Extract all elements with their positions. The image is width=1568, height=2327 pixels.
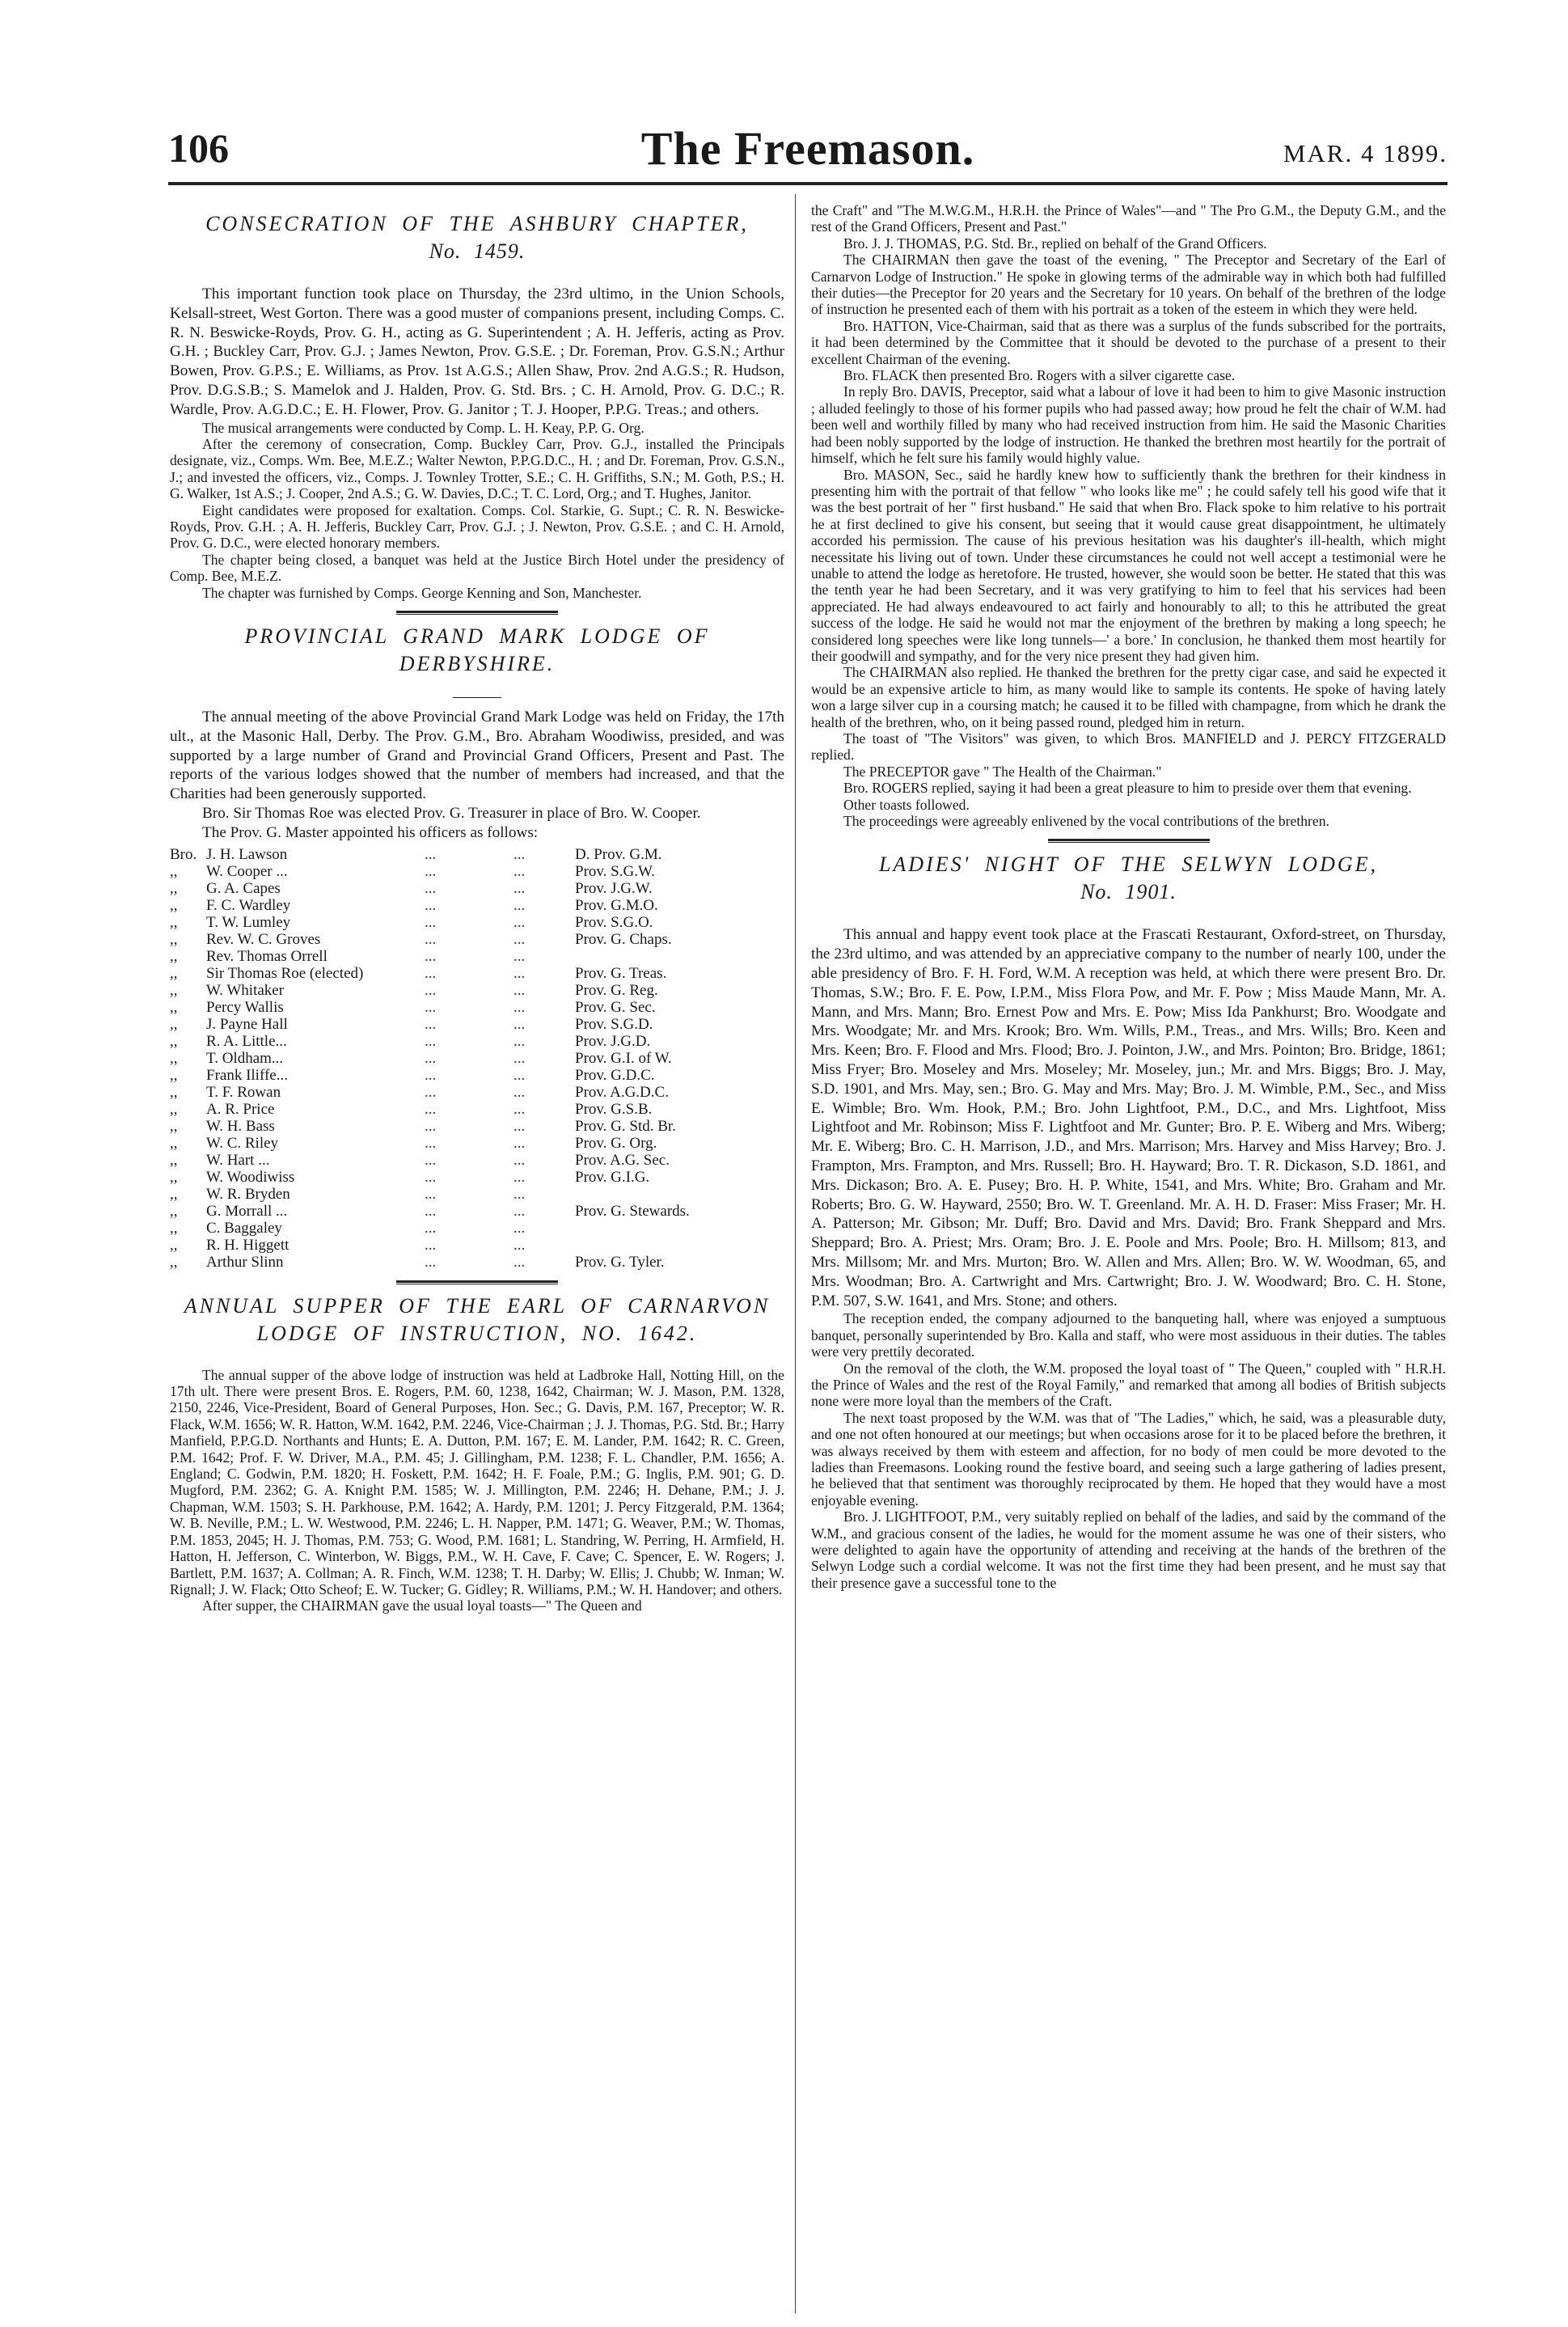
right-column bbox=[811, 202, 1446, 2321]
paragraph: This important function took place on Thursday, the 23rd ultimo, in the Union Schools, Kelsall-street, West Gorton. There was a good muster of companions present, including Comps. C. R. N. Beswicke-Royds, Prov. G. H., acting as G. Superintendent ; A. H. Jefferis, acting as Prov. G.H. ; Buckley Carr, Prov. G.J. ; James Newton, Prov. G.S.E. ; Dr. Foreman, Prov. G.S.N.; Arthur Bowen, Prov. G.P.S.; E. Williams, as Prov. 1st A.G.S.; Allen Shaw, Prov. 2nd A.G.S.; R. Hudson, Prov. D.G.S.B.; S. Mamelok and J. Halden, Prov. G. Std. Brs. ; C. H. Arnold, Prov. G. D.C.; R. Wardle, Prov. A.G.D.C.; E. H. Flower, Prov. G. Janitor ; T. J. Hooper, P.P.G. Treas.; and others. bbox=[170, 286, 784, 418]
officer-row bbox=[170, 999, 784, 1016]
officer-prefix: ,, bbox=[170, 1117, 178, 1135]
officer-office: Prov. G.S.B. bbox=[575, 1100, 653, 1118]
leader-dots: ... bbox=[514, 1202, 526, 1220]
officer-name: W. R. Bryden bbox=[206, 1185, 290, 1203]
officer-name: R. H. Higgett bbox=[206, 1236, 290, 1254]
leader-dots: ... bbox=[425, 1049, 437, 1067]
officer-name: W. H. Bass bbox=[206, 1117, 275, 1135]
officer-row bbox=[170, 965, 784, 982]
officer-row bbox=[170, 1220, 784, 1237]
officer-prefix: ,, bbox=[170, 1066, 178, 1084]
officer-name: A. R. Price bbox=[206, 1100, 275, 1118]
leader-dots: ... bbox=[425, 862, 437, 880]
paragraph: The CHAIRMAN also replied. He thanked the brethren for the pretty cigar case, and said he expected it would be an expensive article to him, as many would like to sample its contents. He spoke of having lately won a large silver cup in a coursing match; he caused it to be filled with champagne, from which he drank the health of the brethren, who, on it being passed round, pledged him in return. bbox=[811, 664, 1446, 730]
leader-dots: ... bbox=[425, 1066, 437, 1084]
left-column bbox=[170, 202, 784, 2321]
leader-dots: ... bbox=[425, 896, 437, 914]
paragraph: Eight candidates were proposed for exaltation. Comps. Col. Starkie, G. Supt.; C. R. N. Beswicke-Royds, Prov. G.H. ; A. H. Jefferis, Buckley Carr, Prov. G.J. ; J. Newton, Prov. G.S.E. ; and C. H. Arnold, Prov. G. D.C., were elected honorary members. bbox=[170, 501, 784, 552]
officer-name: Rev. W. C. Groves bbox=[206, 930, 321, 948]
officer-office bbox=[570, 1220, 784, 1237]
officer-prefix: ,, bbox=[170, 1134, 178, 1152]
officer-name: J. H. Lawson bbox=[206, 845, 288, 863]
heading-text: PROVINCIAL GRAND MARK LODGE OF DERBYSHIRE. bbox=[244, 624, 710, 676]
paragraph: The chapter was furnished by Comps. George Kenning and Son, Manchester. bbox=[202, 584, 642, 601]
officer-office: Prov. S.G.D. bbox=[575, 1015, 653, 1033]
leader-dots: ... bbox=[425, 1253, 437, 1271]
paragraph: The proceedings were agreeably enlivened by the vocal contributions of the brethren. bbox=[843, 813, 1329, 830]
leader-dots: ... bbox=[514, 1253, 526, 1271]
officers-table bbox=[170, 846, 784, 1271]
officer-prefix: ,, bbox=[170, 930, 178, 948]
officer-name: W. Whitaker bbox=[206, 981, 285, 999]
leader-dots: ... bbox=[514, 1100, 526, 1118]
leader-dots: ... bbox=[514, 879, 526, 897]
officer-office: Prov. G.M.O. bbox=[575, 896, 658, 914]
officer-name: W. Cooper ... bbox=[206, 862, 288, 880]
officer-name: Arthur Slinn bbox=[206, 1253, 284, 1271]
leader-dots: ... bbox=[514, 1049, 526, 1067]
officer-row bbox=[170, 1186, 784, 1203]
officer-office: Prov. G.I.G. bbox=[575, 1168, 650, 1186]
leader-dots: ... bbox=[425, 913, 437, 931]
paragraph: Bro. J. J. THOMAS, P.G. Std. Br., replied on behalf of the Grand Officers. bbox=[843, 235, 1267, 252]
leader-dots: ... bbox=[425, 1236, 437, 1254]
officer-office: Prov. A.G.D.C. bbox=[575, 1083, 669, 1101]
leader-dots: ... bbox=[514, 1083, 526, 1101]
leader-dots: ... bbox=[514, 1134, 526, 1152]
officer-row bbox=[170, 948, 784, 965]
heading-text: CONSECRATION OF THE ASHBURY CHAPTER, bbox=[205, 212, 749, 235]
officer-prefix: ,, bbox=[170, 1202, 178, 1220]
leader-dots: ... bbox=[514, 862, 526, 880]
article-heading-selwyn bbox=[811, 851, 1446, 906]
leader-dots: ... bbox=[514, 845, 526, 863]
short-rule bbox=[453, 697, 501, 698]
officer-office: Prov. G. Tyler. bbox=[575, 1253, 665, 1271]
paragraph: The annual supper of the above lodge of instruction was held at Ladbroke Hall, Notting Hill, on the 17th ult. There were present Bros. E. Rogers, P.M. 60, 1238, 1642, Chairman; W. J. Mason, P.M. 1328, 2150, 2246, Vice-President, Board of General Purposes, Hon. Sec.; G. Davis, P.M. 167, Preceptor; W. R. Flack, W.M. 1656; W. R. Hatton, W.M. 1642, P.M. 2246, Vice-Chairman ; J. J. Thomas, P.G. Std. Br.; Harry Manfield, P.P.G.D. Northants and Hunts; E. A. Dutton, P.M. 167; E. M. Lander, P.M. 1642; R. C. Green, P.M. 1642; Prof. F. W. Driver, M.A., P.M. 45; J. Gillingham, P.M. 1238; F. L. Chandler, P.M. 1656; A. England; C. Godwin, P.M. 1820; H. Foskett, P.M. 1642; H. F. Foale, P.M.; G. Inglis, P.M. 901; G. D. Mugford, P.M. 2362; G. A. Knight P.M. 1585; W. J. Millington, P.M. 2246; H. Dehane, P.M.; J. J. Chapman, W.M. 1503; S. H. Parkhouse, P.M. 1642; A. Hardy, P.M. 1201; J. Percy Fitzgerald, P.M. 1364; W. B. Neville, P.M.; L. W. Westwood, P.M. 2246; L. H. Napper, P.M. 1471; G. Weaver, P.M.; W. Thomas, P.M. 1853, 2045; H. J. Thomas, P.M. 753; G. Wood, P.M. 1681; L. Standring, W. Perring, H. Armfield, H. Hatton, H. Jefferson, C. Winterbon, W. Biggs, P.M., W. H. Cave, F. Cave; C. Spencer, E. W. Rogers; J. Bartlett, P.M. 1637; A. Collman; A. R. Finch, W.M. 1238; T. H. Darby; W. Ellis; J. Chubb; W. Inman; W. Rignall; J. W. Flack; Otto Scheof; E. W. Tucker; G. Gidley; R. Williams, P.M.; W. H. Handover; and others. bbox=[170, 1366, 784, 1597]
officer-office bbox=[570, 948, 784, 965]
officer-row bbox=[170, 863, 784, 880]
officer-office: D. Prov. G.M. bbox=[575, 845, 662, 863]
paragraph: The toast of "The Visitors" was given, to which Bros. MANFIELD and J. PERCY FITZGERALD replied. bbox=[811, 730, 1446, 764]
leader-dots: ... bbox=[514, 896, 526, 914]
officer-name: W. Woodiwiss bbox=[206, 1168, 295, 1186]
leader-dots: ... bbox=[425, 1032, 437, 1050]
leader-dots: ... bbox=[514, 964, 526, 982]
officer-name: Rev. Thomas Orrell bbox=[206, 947, 328, 965]
officer-prefix: ,, bbox=[170, 1236, 178, 1254]
officer-office: Prov. G. Chaps. bbox=[575, 930, 672, 948]
paragraph: Bro. ROGERS replied, saying it had been a great pleasure to him to preside over them that evening. bbox=[843, 780, 1412, 797]
paragraph: The chapter being closed, a banquet was held at the Justice Birch Hotel under the presidency of Comp. Bee, M.E.Z. bbox=[170, 551, 784, 585]
officer-row bbox=[170, 1237, 784, 1254]
officer-name: G. Morrall ... bbox=[206, 1202, 288, 1220]
paragraph: Other toasts followed. bbox=[843, 796, 970, 813]
paragraph: Bro. Sir Thomas Roe was elected Prov. G. Treasurer in place of Bro. W. Cooper. bbox=[202, 805, 701, 823]
leader-dots: ... bbox=[514, 1151, 526, 1169]
officer-prefix: ,, bbox=[170, 1083, 178, 1101]
paragraph: Bro. MASON, Sec., said he hardly knew how to sufficiently thank the brethren for their kindness in presenting him with the portrait of that fellow " who looks like me" ; he could safely tell his good wife that it was the best portrait of her " first husband." He said that when Bro. Flack spoke to him relative to his portrait he at first declined to give his consent, but seeing that it would cause great disappointment, he ultimately accorded his permission. The cause of his previous hesitation was his daughter's ill-health, which might necessitate his living out of town. Under these circumstances he could not well accept a testimonial were he unable to attend the lodge as heretofore. He trusted, however, she would soon be better. He stated that this was the tenth year he had been Secretary, and it was very gratifying to him to feel that his services had been appreciated. He had always endeavoured to act fairly and honourably to all; to this he attributed the great success of the lodge. He said he would not mar the enjoyment of the brethren by making a long speech; he considered long speeches were like long tunnels—' a bore.' In conclusion, he thanked them most heartily for their goodwill and sympathy, and for the very nice present they had given him. bbox=[811, 466, 1446, 664]
officer-name: T. Oldham... bbox=[206, 1049, 284, 1067]
officer-row bbox=[170, 1254, 784, 1271]
lodge-number: No. 1901. bbox=[1080, 880, 1177, 904]
officer-prefix: ,, bbox=[170, 1032, 178, 1050]
officer-office: Prov. G. Std. Br. bbox=[575, 1117, 676, 1135]
officer-row bbox=[170, 931, 784, 948]
leader-dots: ... bbox=[514, 913, 526, 931]
officer-row bbox=[170, 1050, 784, 1067]
officer-office: Prov. J.G.W. bbox=[575, 879, 653, 897]
article-heading-derbyshire bbox=[170, 623, 784, 678]
leader-dots: ... bbox=[425, 981, 437, 999]
paragraph: After the ceremony of consecration, Comp. Buckley Carr, Prov. G.J., installed the Principals designate, viz., Comps. Wm. Bee, M.E.Z.; Walter Newton, P.P.G.D.C., H. ; and Dr. Foreman, Prov. G.S.N., J.; and invested the officers, viz., Comps. J. Townley Trotter, S.E.; C. H. Griffiths, S.N.; M. Goth, P.S.; H. G. Walker, 1st A.S.; J. Cooper, 2nd A.S.; G. W. Davies, D.C.; T. C. Lord, Org.; and T. Hughes, Janitor. bbox=[170, 435, 784, 502]
paragraph: Bro. HATTON, Vice-Chairman, said that as there was a surplus of the funds subscribed for the portraits, it had been determined by the Committee that it should be devoted to the purchase of a present to their excellent Chairman of the evening. bbox=[811, 317, 1446, 367]
leader-dots: ... bbox=[425, 1083, 437, 1101]
leader-dots: ... bbox=[514, 1066, 526, 1084]
paragraph: The annual meeting of the above Provincial Grand Mark Lodge was held on Friday, the 17th ult., at the Masonic Hall, Derby. The Prov. G.M., Bro. Abraham Woodiwiss, presided, and was supported by a large number of Grand and Provincial Grand Officers, Present and Past. The reports of the various lodges showed that the number of members had increased, and that the Charities had been generously supported. bbox=[170, 709, 784, 803]
issue-date: MAR. 4 1899. bbox=[1283, 139, 1448, 167]
officer-row bbox=[170, 897, 784, 914]
officer-name: C. Baggaley bbox=[206, 1219, 282, 1237]
officer-prefix: Bro. bbox=[170, 845, 197, 863]
leader-dots: ... bbox=[425, 1134, 437, 1152]
section-rule bbox=[396, 1280, 558, 1284]
masthead bbox=[168, 121, 1448, 178]
heading-text: LADIES' NIGHT OF THE SELWYN LODGE, bbox=[878, 853, 1379, 877]
paragraph: This annual and happy event took place at the Frascati Restaurant, Oxford-street, on Thursday, the 23rd ultimo, and was attended by an appreciative company to the number of nearly 100, under the able presidency of Bro. F. H. Ford, W.M. A reception was held, at which there were present Bro. Dr. Thomas, S.W.; Bro. F. E. Pow, I.P.M., Miss Flora Pow, and Mr. F. Pow ; Miss Maude Mann, Mr. A. Mann, and Mrs. Mann; Bro. Ernest Pow and Mrs. E. Pow; Miss Ida Pankhurst; Bro. Woodgate and Mrs. Woodgate; Mr. and Mrs. Krook; Bro. Wm. Wills, P.M., Treas., and Mrs. Wills; Bro. Keen and Mrs. Keen; Bro. F. Flood and Mrs. Flood; Bro. J. Pointon, J.W., and Mrs. Pointon; Bro. Bridge, 1861; Miss Fryer; Bro. Moseley and Mrs. Moseley; Mr. Moseley, jun.; Mr. and Mrs. Biggs; Bro. J. May, S.D. 1901, and Mrs. May, sen.; Bro. G. May and Mrs. May; Bro. J. M. Wimble, P.M., Sec., and Miss E. Wimble; Bro. Wm. Hook, P.M.; Bro. John Lightfoot, P.M., D.C., and Mrs. Lightfoot, Miss Lightfoot and Mr. Robinson; Miss F. Lightfoot and Mr. Gunter; Bro. P. E. Wiberg and Mrs. Wiberg; Mr. E. Wiberg; Bro. C. H. Marrison, J.D., and Mrs. Marrison; Mrs. Harvey and Miss Harvey; Bro. J. Frampton, Mrs. Frampton, and Mrs. Russell; Bro. H. Hayward; Bro. T. R. Dickason, S.D. 1861, and Mrs. Dickason; Bro. A. E. Pusey; Bro. H. P. White, 1541, and Mrs. White; Bro. Graham and Mr. Roberts; Bro. G. W. Hayward, 2550; Bro. W. T. Greenland. Mr. A. H. D. Fraser: Miss Fraser; Mr. H. A. Patterson; Mr. Gibson; Mr. Duff; Bro. David and Mrs. David; Bro. Frank Sheppard and Mrs. Sheppard; Bro. A. Priest; Mrs. Oram; Bro. J. E. Poole and Mrs. Poole; Bro. H. Millsom; 813, and Mrs. Millsom; Mr. and Mrs. Murton; Bro. W. Allen and Mrs. Allen; Bro. W. W. Woodman, 65, and Mrs. Woodman; Bro. A. Cartwright and Mrs. Cartwright; Bro. J. W. Woodward; Bro. C. H. Stone, P.M. 507, S.W. 1641, and Mrs. Stone; and others. bbox=[811, 926, 1446, 1309]
leader-dots: ... bbox=[425, 947, 437, 965]
officer-row bbox=[170, 1203, 784, 1220]
officer-row bbox=[170, 1033, 784, 1050]
leader-dots: ... bbox=[425, 1202, 437, 1220]
section-rule bbox=[396, 611, 558, 615]
leader-dots: ... bbox=[425, 1100, 437, 1118]
leader-dots: ... bbox=[514, 1168, 526, 1186]
leader-dots: ... bbox=[425, 1151, 437, 1169]
officer-office: Prov. J.G.D. bbox=[575, 1032, 651, 1050]
paragraph: On the removal of the cloth, the W.M. proposed the loyal toast of " The Queen," coupled with " H.R.H. the Prince of Wales and the rest of the Royal Family," and remarked that among all bodies of British subjects none were more loyal than the members of the Craft. bbox=[811, 1360, 1446, 1410]
officer-name: T. W. Lumley bbox=[206, 913, 291, 931]
officer-office: Prov. G. Org. bbox=[575, 1134, 657, 1152]
officer-row bbox=[170, 1101, 784, 1118]
officer-name: Sir Thomas Roe (elected) bbox=[206, 964, 364, 982]
officer-prefix: ,, bbox=[170, 1015, 178, 1033]
officer-prefix: ,, bbox=[170, 998, 178, 1016]
officer-name: W. Hart ... bbox=[206, 1151, 270, 1169]
officer-prefix: ,, bbox=[170, 947, 178, 965]
leader-dots: ... bbox=[425, 930, 437, 948]
paragraph: Bro. J. LIGHTFOOT, P.M., very suitably replied on behalf of the ladies, and said by the command of the W.M., and gracious consent of the ladies, he would for the moment assume he was one of their sisters, who were delighted to again have the opportunity of attending and receiving at the hands of the brethren of the Selwyn Lodge such a cordial welcome. It was not the first time they had been present, and he must say that their presence gave a successful tone to the bbox=[811, 1508, 1446, 1591]
header-rule bbox=[168, 182, 1448, 185]
leader-dots: ... bbox=[514, 998, 526, 1016]
officer-row bbox=[170, 1152, 784, 1169]
paragraph: Bro. FLACK then presented Bro. Rogers with a silver cigarette case. bbox=[843, 367, 1236, 384]
officer-prefix: ,, bbox=[170, 862, 178, 880]
officer-office: Prov. G. Treas. bbox=[575, 964, 667, 982]
leader-dots: ... bbox=[425, 845, 437, 863]
officer-prefix: ,, bbox=[170, 964, 178, 982]
leader-dots: ... bbox=[425, 1168, 437, 1186]
officer-name: Percy Wallis bbox=[206, 998, 284, 1016]
heading-line: LODGE OF INSTRUCTION, NO. 1642. bbox=[256, 1321, 698, 1345]
officer-row bbox=[170, 846, 784, 863]
officer-office bbox=[570, 1237, 784, 1254]
officer-office: Prov. G. Sec. bbox=[575, 998, 656, 1016]
paragraph: The musical arrangements were conducted by Comp. L. H. Keay, P.P. G. Org. bbox=[202, 419, 645, 436]
officer-prefix: ,, bbox=[170, 1100, 178, 1118]
leader-dots: ... bbox=[514, 1117, 526, 1135]
article-heading-carnarvon bbox=[170, 1293, 784, 1348]
officer-prefix: ,, bbox=[170, 981, 178, 999]
officer-row bbox=[170, 1016, 784, 1033]
officer-row bbox=[170, 1067, 784, 1084]
leader-dots: ... bbox=[425, 1185, 437, 1203]
paragraph: After supper, the CHAIRMAN gave the usual loyal toasts—" The Queen and bbox=[202, 1597, 642, 1614]
page-number: 106 bbox=[168, 125, 229, 171]
leader-dots: ... bbox=[425, 1117, 437, 1135]
paragraph: the Craft" and "The M.W.G.M., H.R.H. the Prince of Wales"—and " The Pro G.M., the Deputy G.M., and the rest of the Grand Officers, Present and Past." bbox=[811, 202, 1446, 235]
paragraph: The reception ended, the company adjourned to the banqueting hall, where was enjoyed a sumptuous banquet, personally superintended by Bro. Kalla and staff, who were most assiduous in their duties. The tables were very prettily decorated. bbox=[811, 1310, 1446, 1360]
officer-prefix: ,, bbox=[170, 913, 178, 931]
heading-line: ANNUAL SUPPER OF THE EARL OF CARNARVON bbox=[184, 1293, 771, 1318]
officer-row bbox=[170, 914, 784, 931]
officer-row bbox=[170, 1118, 784, 1135]
leader-dots: ... bbox=[425, 998, 437, 1016]
leader-dots: ... bbox=[514, 1219, 526, 1237]
officer-office bbox=[570, 1186, 784, 1203]
officer-row bbox=[170, 880, 784, 897]
leader-dots: ... bbox=[425, 964, 437, 982]
officer-office: Prov. G. Stewards. bbox=[575, 1202, 690, 1220]
newspaper-title: The Freemason. bbox=[640, 122, 975, 175]
paragraph: The next toast proposed by the W.M. was that of "The Ladies," which, he said, was a pleasurable duty, and one not often honoured at our meetings; but when occasions arose for it to be placed before the brethren, it was always received by them with esteem and affection, for no body of men could be more devoted to the ladies than Freemasons. Looking round the festive board, and seeing such a large gathering of ladies present, he believed that that sentiment was thoroughly reciprocated by them. He hoped that they would have a most enjoyable evening. bbox=[811, 1409, 1446, 1508]
paragraph: The CHAIRMAN then gave the toast of the evening, " The Preceptor and Secretary of the Earl of Carnarvon Lodge of Instruction." He spoke in glowing terms of the admirable way in which both had fulfilled their duties—the Preceptor for 20 years and the Secretary for 10 years. On behalf of the brethren of the lodge of instruction he presented each of them with his portrait as a token of the esteem in which they were held. bbox=[811, 252, 1446, 318]
officer-prefix: ,, bbox=[170, 1253, 178, 1271]
officer-prefix: ,, bbox=[170, 1219, 178, 1237]
officer-name: J. Payne Hall bbox=[206, 1015, 288, 1033]
officer-office: Prov. G.I. of W. bbox=[575, 1049, 672, 1067]
officer-row bbox=[170, 982, 784, 999]
officer-name: R. A. Little... bbox=[206, 1032, 287, 1050]
officer-prefix: ,, bbox=[170, 1185, 178, 1203]
officer-office: Prov. S.G.O. bbox=[575, 913, 653, 931]
leader-dots: ... bbox=[514, 1032, 526, 1050]
leader-dots: ... bbox=[514, 1236, 526, 1254]
officer-row bbox=[170, 1084, 784, 1101]
leader-dots: ... bbox=[425, 879, 437, 897]
leader-dots: ... bbox=[514, 981, 526, 999]
leader-dots: ... bbox=[425, 1015, 437, 1033]
officer-prefix: ,, bbox=[170, 896, 178, 914]
paragraph: The PRECEPTOR gave " The Health of the Chairman." bbox=[843, 763, 1162, 780]
chapter-number: No. 1459. bbox=[429, 239, 526, 263]
leader-dots: ... bbox=[514, 1185, 526, 1203]
officer-name: F. C. Wardley bbox=[206, 896, 291, 914]
leader-dots: ... bbox=[514, 930, 526, 948]
officer-prefix: ,, bbox=[170, 1049, 178, 1067]
paragraph: In reply Bro. DAVIS, Preceptor, said what a labour of love it had been to him to give Masonic instruction ; alluded feelingly to those of his former pupils who had passed away; how proud he felt the chair of W.M. had been well and worthily filled by many who had received instruction from him. He said the Masonic Charities had been nobly supported by the lodge of instruction. He thanked the brethren most heartily for the portrait of himself, which he felt sure his family would highly value. bbox=[811, 383, 1446, 467]
officer-office: Prov. S.G.W. bbox=[575, 862, 655, 880]
leader-dots: ... bbox=[514, 947, 526, 965]
officer-name: W. C. Riley bbox=[206, 1134, 279, 1152]
officer-name: G. A. Capes bbox=[206, 879, 281, 897]
officer-prefix: ,, bbox=[170, 1151, 178, 1169]
officer-prefix: ,, bbox=[170, 1168, 178, 1186]
officer-office: Prov. G. Reg. bbox=[575, 981, 658, 999]
leader-dots: ... bbox=[514, 1015, 526, 1033]
paragraph: The Prov. G. Master appointed his officers as follows: bbox=[202, 823, 539, 841]
officer-office: Prov. A.G. Sec. bbox=[575, 1151, 670, 1169]
leader-dots: ... bbox=[425, 1219, 437, 1237]
section-rule bbox=[1048, 839, 1210, 843]
officer-name: T. F. Rowan bbox=[206, 1083, 281, 1101]
officer-office: Prov. G.D.C. bbox=[575, 1066, 655, 1084]
article-heading-ashbury bbox=[170, 210, 784, 265]
officer-row bbox=[170, 1135, 784, 1152]
officer-prefix: ,, bbox=[170, 879, 178, 897]
column-divider bbox=[795, 194, 796, 2313]
officer-name: Frank Iliffe... bbox=[206, 1066, 288, 1084]
officer-row bbox=[170, 1169, 784, 1186]
